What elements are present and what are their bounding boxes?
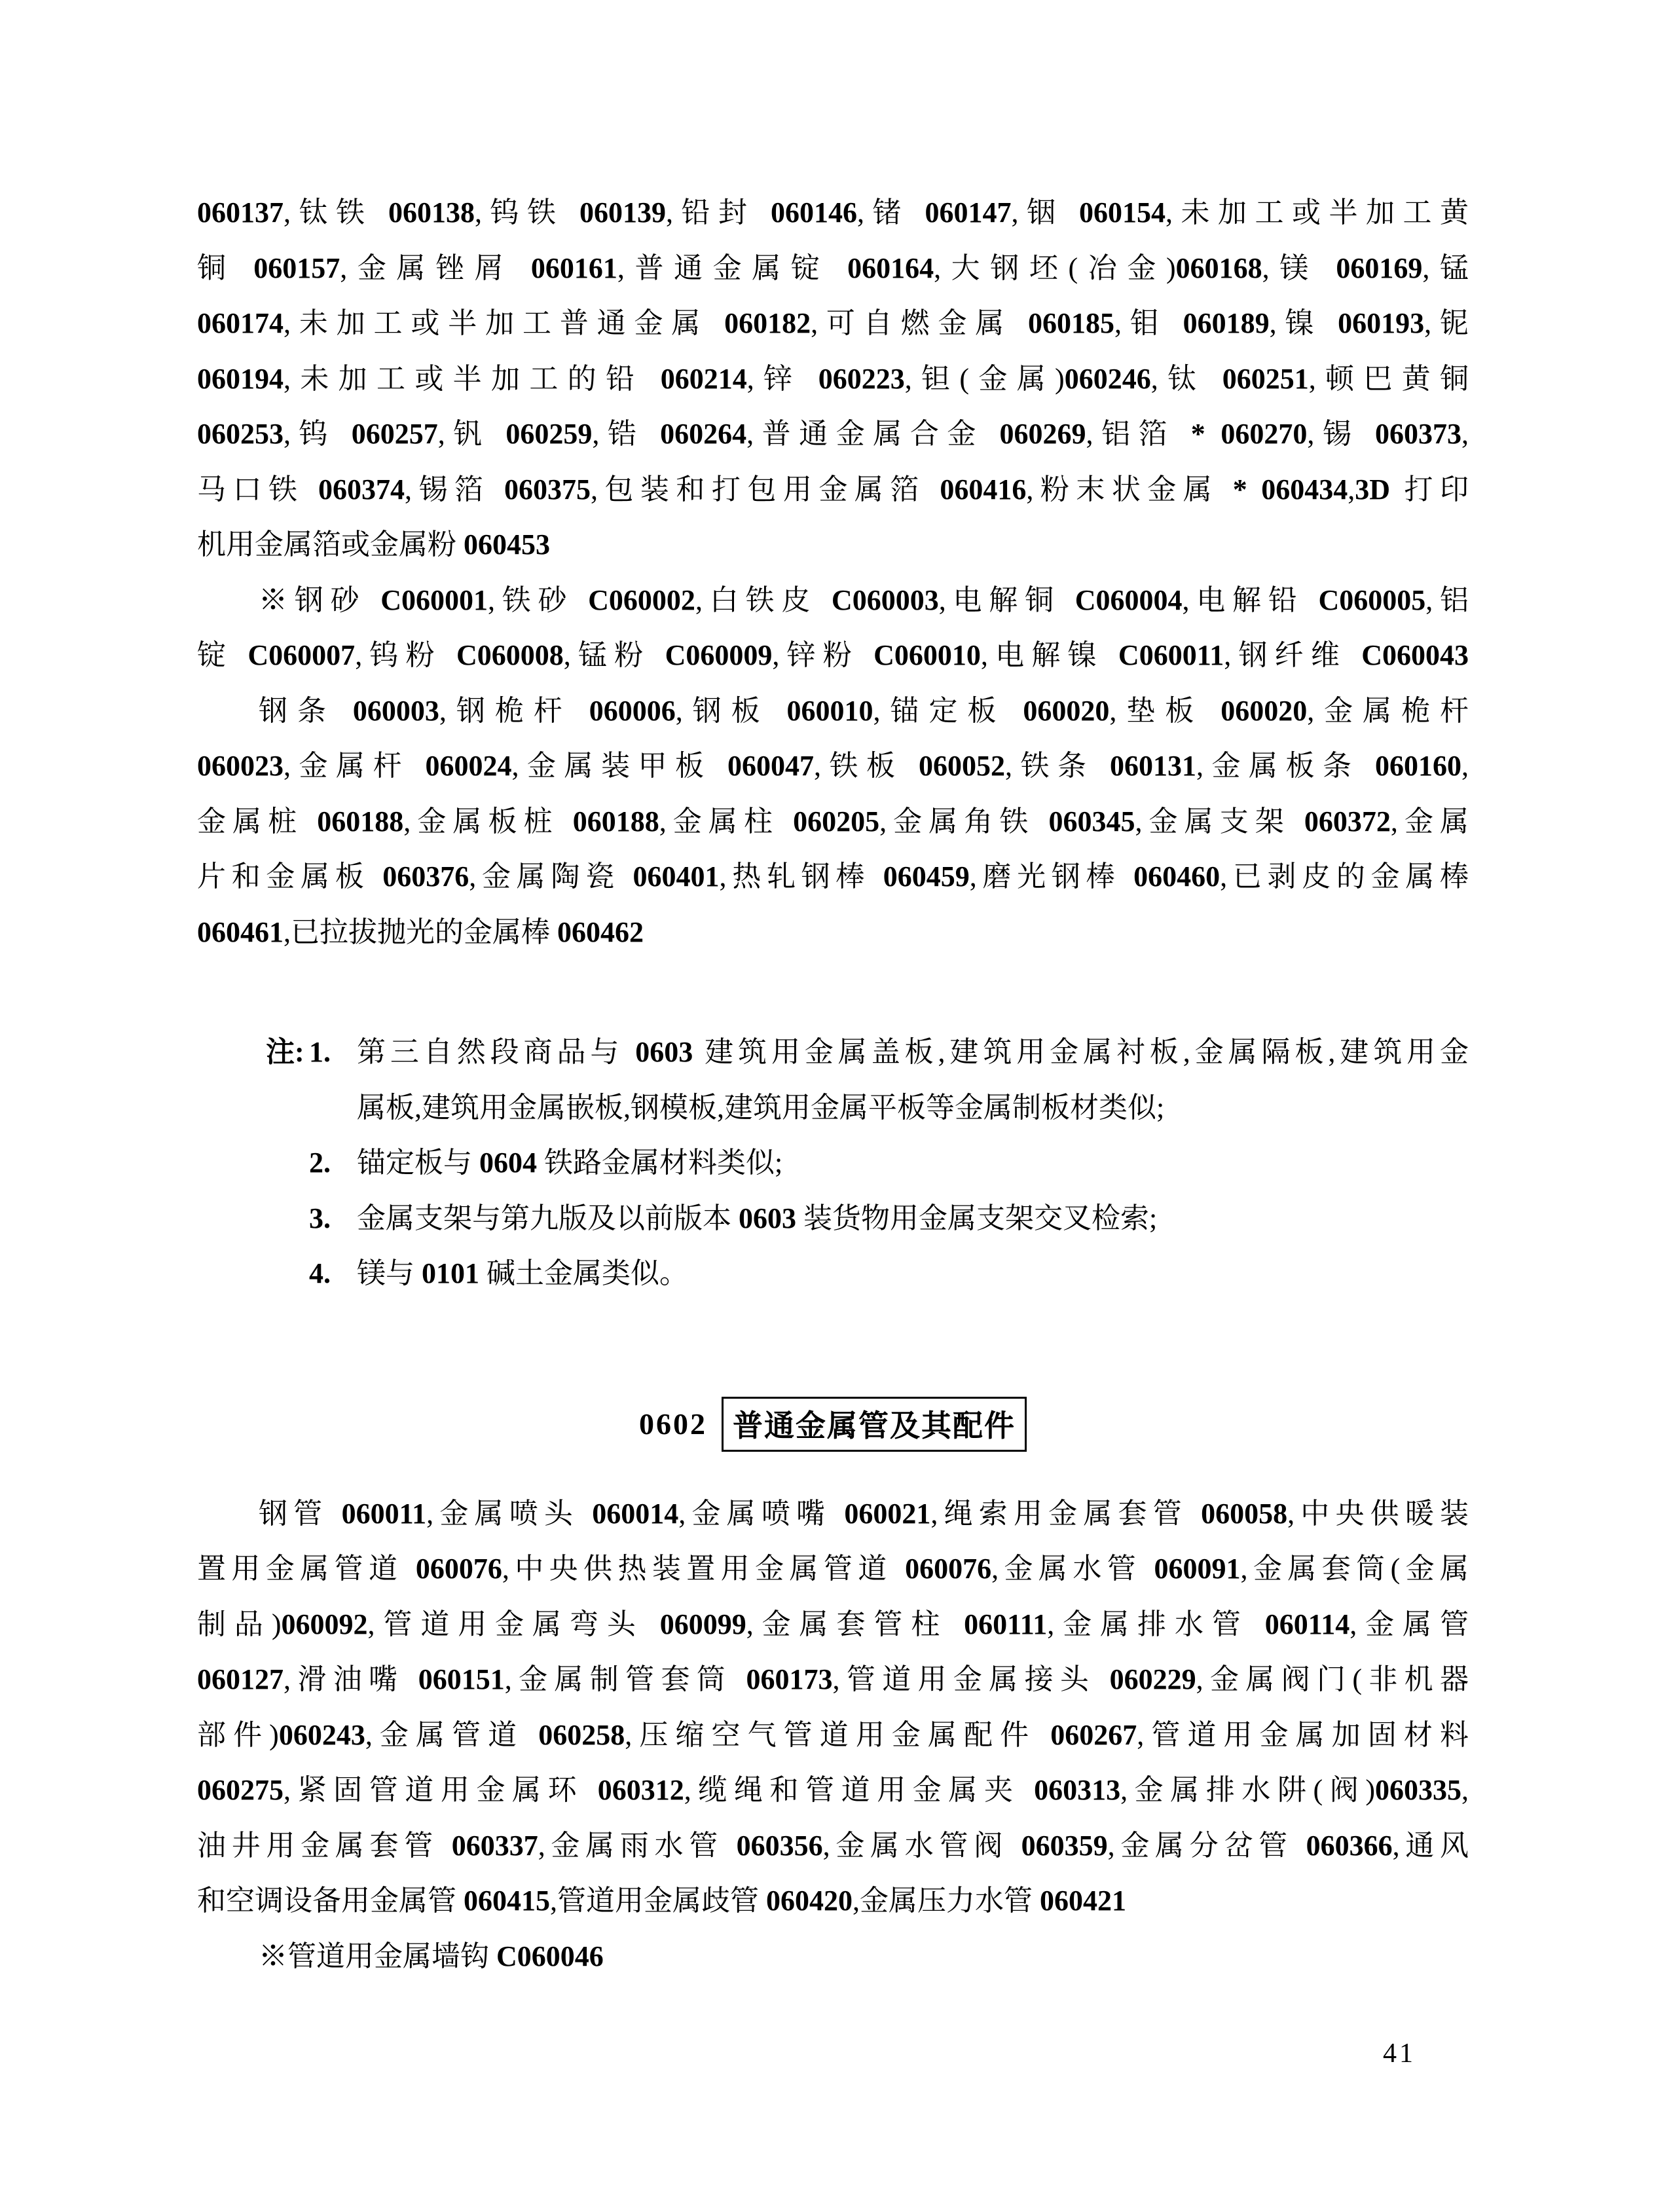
text-line: 属板,建筑用金属嵌板,钢模板,建筑用金属平板等金属制板材类似; [357, 1091, 1165, 1124]
page-number: 41 [1383, 2038, 1416, 2069]
section-0602-body [197, 1486, 1469, 1985]
paragraph-metal-pipes [197, 1486, 1469, 1929]
text-line: 片和金属板 060376,金属陶瓷 060401,热轧钢棒 060459,磨光钢棒 060460,已剥皮的金属棒 [197, 860, 1469, 893]
paragraph-raw-metals [197, 185, 1469, 573]
note-number: 4. [309, 1257, 331, 1289]
text-line: 置用金属管道 060076,中央供热装置用金属管道 060076,金属水管 060091,金属套筒(金属 [197, 1553, 1469, 1585]
section-code: 0602 [639, 1407, 707, 1441]
note-item-1 [197, 1025, 1469, 1135]
text-line: 060461,已拉拔抛光的金属棒 060462 [197, 915, 644, 948]
text-line: 镁与 0101 碱土金属类似。 [357, 1257, 688, 1289]
note-item-2 [197, 1135, 1469, 1191]
text-line: 铜 060157,金属锉屑 060161,普通金属锭 060164,大钢坯(冶金)060168,镁 060169,锰 [197, 251, 1469, 284]
text-block [197, 185, 1469, 1984]
paragraph-c-codes-0602 [197, 1929, 1469, 1985]
text-line: 060275,紧固管道用金属环 060312,缆绳和管道用金属夹 060313,金属排水阱(阀)060335, [197, 1774, 1469, 1806]
text-line: 060194,未加工或半加工的铅 060214,锌 060223,钽(金属)060246,钛 060251,顿巴黄铜 [197, 362, 1469, 395]
text-line: 060253,钨 060257,钒 060259,锆 060264,普通金属合金 060269,铝箔 * 060270,锡 060373, [197, 418, 1469, 450]
notes-label: 注: [266, 1036, 304, 1068]
text-line: 第三自然段商品与 0603 建筑用金属盖板,建筑用金属衬板,金属隔板,建筑用金 [357, 1036, 1469, 1068]
note-item-3 [197, 1191, 1469, 1247]
text-line: 制品)060092,管道用金属弯头 060099,金属套管柱 060111,金属排水管 060114,金属管 [197, 1608, 1469, 1640]
note-number: 2. [309, 1147, 331, 1179]
text-line: 金属支架与第九版及以前版本 0603 装货物用金属支架交叉检索; [357, 1202, 1158, 1234]
text-line: 油井用金属套管 060337,金属雨水管 060356,金属水管阀 060359,金属分岔管 060366,通风 [197, 1829, 1469, 1862]
text-line: 060174,未加工或半加工普通金属 060182,可自燃金属 060185,钼 060189,镍 060193,铌 [197, 307, 1469, 339]
text-line: ※钢砂 C060001,铁砂 C060002,白铁皮 C060003,电解铜 C060004,电解铅 C060005,铝 [259, 583, 1469, 616]
note-item-4 [197, 1246, 1469, 1302]
text-line: 机用金属箔或金属粉 060453 [197, 528, 550, 561]
text-line: 马口铁 060374,锡箔 060375,包装和打包用金属箔 060416,粉末状金属 * 060434,3D 打印 [197, 473, 1469, 506]
text-line: 金属桩 060188,金属板桩 060188,金属柱 060205,金属角铁 060345,金属支架 060372,金属 [197, 805, 1469, 838]
text-line: 060023,金属杆 060024,金属装甲板 060047,铁板 060052,铁条 060131,金属板条 060160, [197, 750, 1469, 782]
text-line: 部件)060243,金属管道 060258,压缩空气管道用金属配件 060267,管道用金属加固材料 [197, 1718, 1469, 1751]
paragraph-steel-bars-plates [197, 684, 1469, 961]
note-number: 1. [309, 1036, 331, 1068]
notes-block [197, 1025, 1469, 1302]
section-0601-body [197, 185, 1469, 1302]
text-line: 060127,滑油嘴 060151,金属制管套筒 060173,管道用金属接头 060229,金属阀门(非机器 [197, 1663, 1469, 1695]
text-line: 钢条 060003,钢桅杆 060006,钢板 060010,锚定板 060020,垫板 060020,金属桅杆 [259, 694, 1469, 727]
section-0602-heading [197, 1400, 1469, 1448]
text-line: 锭 C060007,钨粉 C060008,锰粉 C060009,锌粉 C060010,电解镍 C060011,钢纤维 C060043 [197, 639, 1469, 671]
text-line: 和空调设备用金属管 060415,管道用金属歧管 060420,金属压力水管 060421 [197, 1885, 1126, 1917]
text-line: 060137,钛铁 060138,钨铁 060139,铅封 060146,锗 060147,铟 060154,未加工或半加工黄 [197, 196, 1469, 229]
text-line: ※管道用金属墙钩 C060046 [259, 1940, 604, 1972]
section-title-boxed: 普通金属管及其配件 [722, 1397, 1027, 1452]
paragraph-c-codes-0601 [197, 573, 1469, 684]
text-line: 钢管 060011,金属喷头 060014,金属喷嘴 060021,绳索用金属套管 060058,中央供暖装 [259, 1497, 1469, 1530]
note-number: 3. [309, 1202, 331, 1234]
text-line: 锚定板与 0604 铁路金属材料类似; [357, 1147, 783, 1179]
